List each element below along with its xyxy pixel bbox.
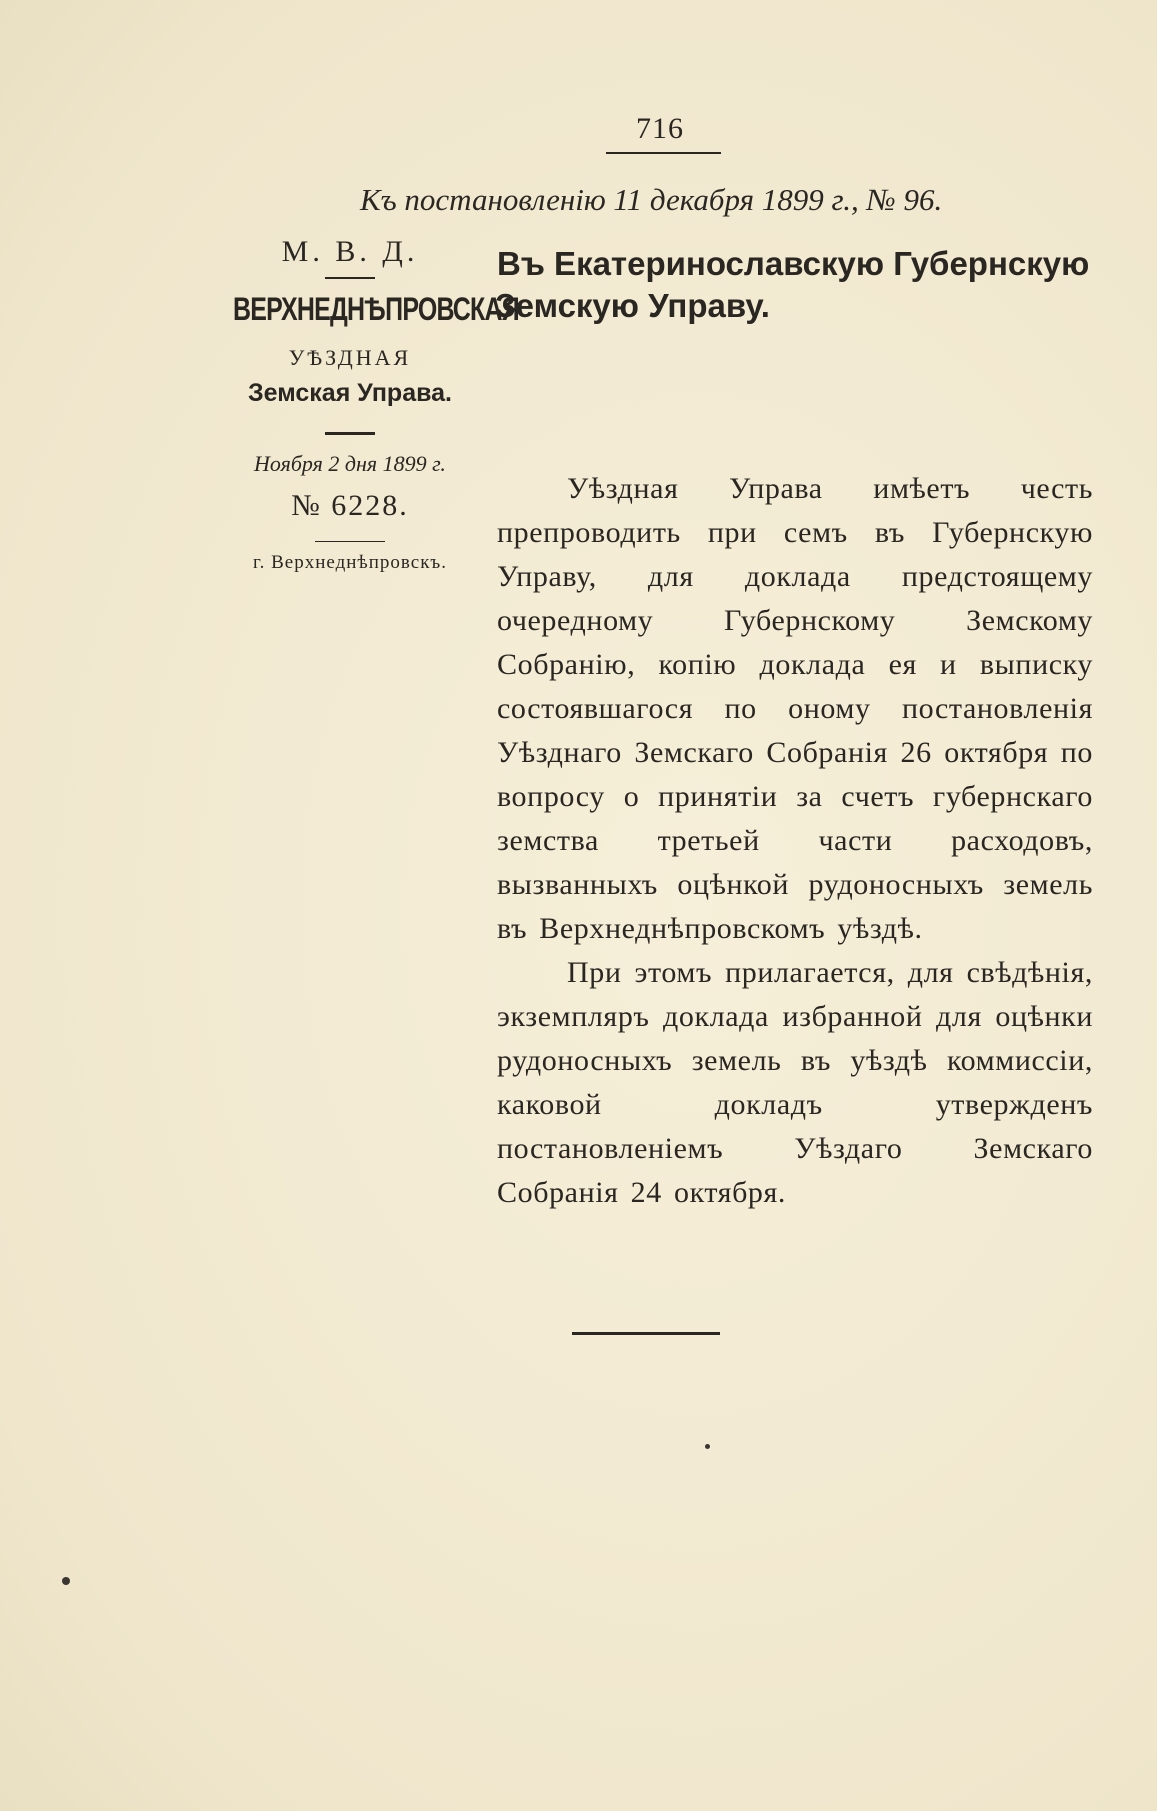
addressee-line-1: Въ Екатеринославскую Губернскую — [497, 245, 1090, 282]
letter-place: г. Верхнеднѣпровскъ. — [252, 552, 448, 573]
ministry-abbrev: М. В. Д. — [281, 235, 419, 268]
number-rule — [315, 541, 385, 542]
letter-date: Ноября 2 дня 1899 г. — [254, 451, 446, 476]
letter-body — [497, 467, 1093, 1215]
decree-reference: Къ постановленію 11 декабря 1899 г., № 96. — [360, 182, 943, 217]
board-title: Земская Управа. — [247, 379, 453, 407]
ministry-rule — [325, 277, 375, 279]
body-paragraph-2: При этомъ прилагается, для свѣдѣнія, экземпляръ доклада избранной для оцѣнки рудоносныхъ земель въ уѣздѣ коммиссіи, каковой докладъ утвержденъ постановленіемъ Уѣздаго Земскаго Собранія 24 октября. — [497, 956, 1093, 1209]
board-level: УѢЗДНАЯ — [288, 345, 412, 370]
page-number: 716 — [636, 112, 684, 145]
body-paragraph-1: Уѣздная Управа имѣетъ честь препроводить при семъ въ Губернскую Управу, для доклада предстоящему очередному Губернскому Земскому Собранію, копію доклада ея и выписку состоявшагося по оному постановленія Уѣзднаго Земскаго Собранія 26 октября по вопросу о принятіи за счетъ губернскаго земства третьей части расходовъ, вызванныхъ оцѣнкой рудоносныхъ земель въ Верхнеднѣпровскомъ уѣздѣ. — [497, 472, 1093, 945]
board-name: ВЕРХНЕДНѢПРОВСКАЯ — [233, 291, 519, 327]
sender-block — [200, 235, 519, 574]
addressee-block — [497, 240, 1097, 336]
paper-speck — [62, 1577, 70, 1585]
page-number-rule — [606, 152, 721, 154]
paper-speck — [705, 1444, 710, 1449]
sender-rule — [325, 432, 375, 435]
closing-rule — [572, 1332, 720, 1335]
letter-number: № 6228. — [291, 489, 409, 522]
addressee-line-2: Земскую Управу. — [495, 287, 770, 324]
